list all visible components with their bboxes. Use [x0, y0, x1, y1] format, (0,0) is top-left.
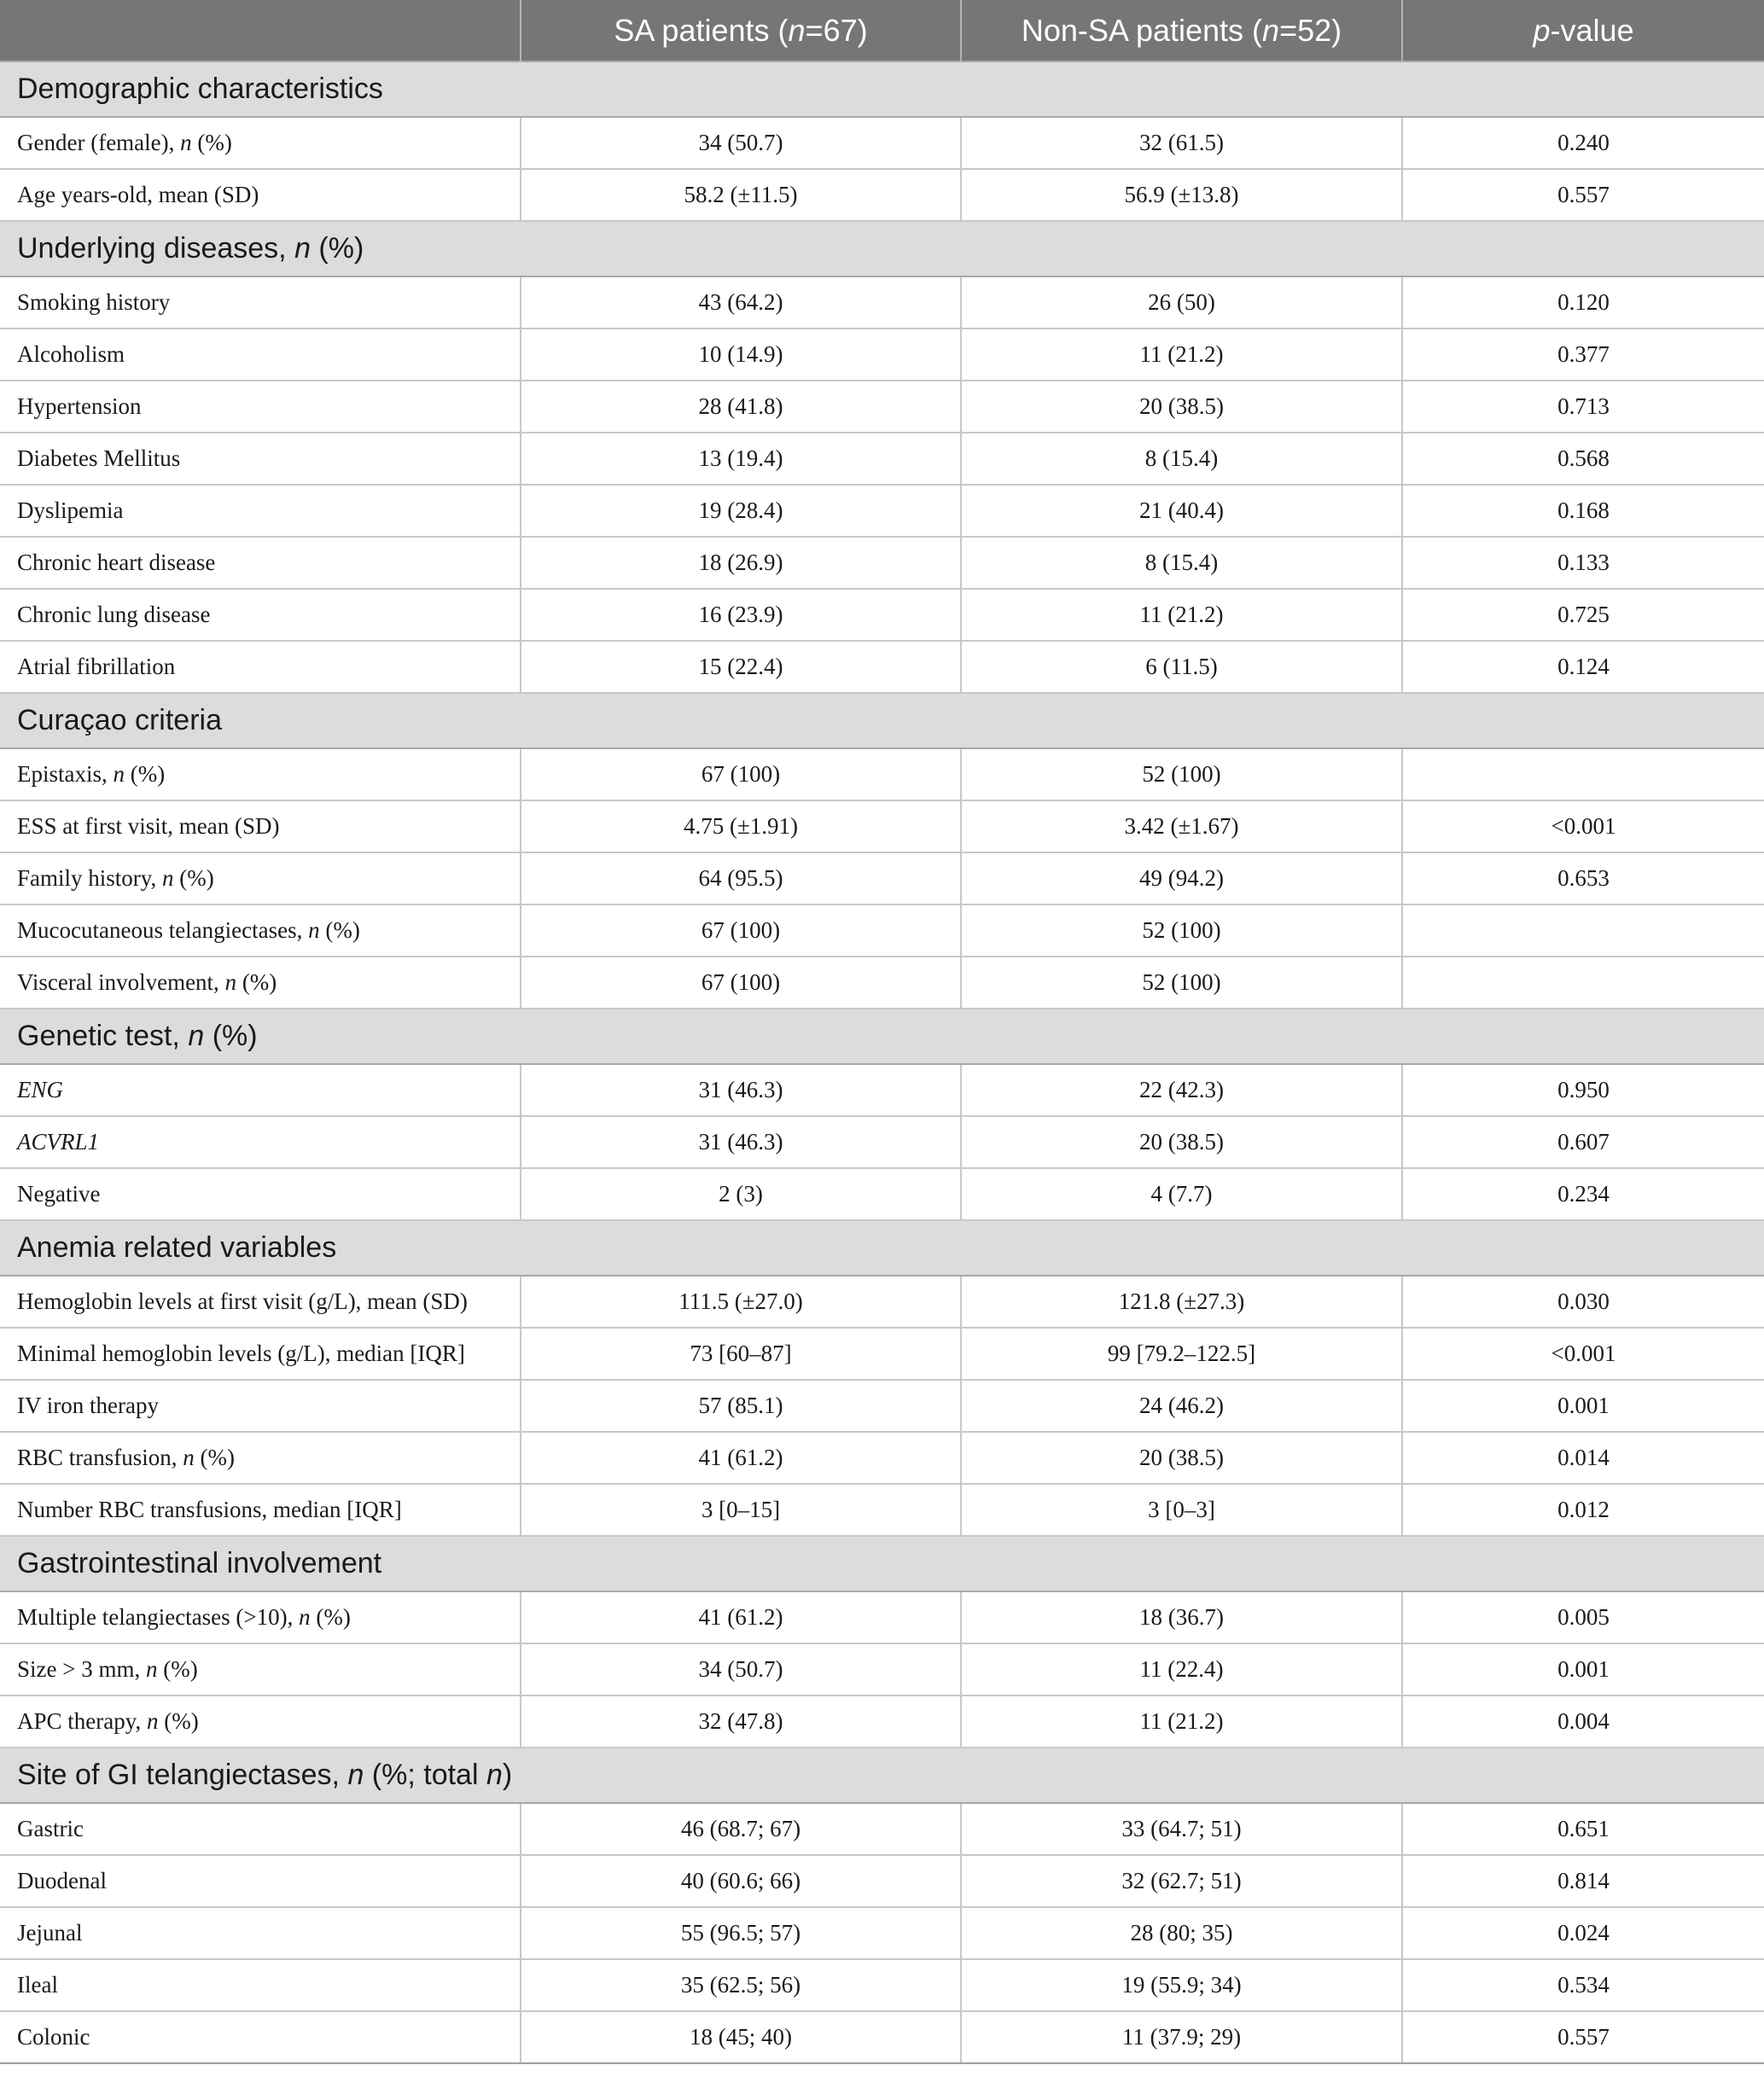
non-sa-patients-value: 121.8 (±27.3) [961, 1276, 1402, 1328]
p-value: <0.001 [1402, 800, 1764, 852]
row-label: Atrial fibrillation [0, 641, 521, 693]
sa-patients-value: 41 (61.2) [521, 1591, 961, 1643]
non-sa-patients-value: 99 [79.2–122.5] [961, 1328, 1402, 1380]
p-value: 0.124 [1402, 641, 1764, 693]
sa-patients-value: 28 (41.8) [521, 381, 961, 433]
row-label: Alcoholism [0, 329, 521, 381]
p-value [1402, 957, 1764, 1009]
row-label: Chronic heart disease [0, 537, 521, 589]
sa-patients-value: 31 (46.3) [521, 1116, 961, 1168]
p-value: 0.168 [1402, 485, 1764, 537]
row-label: Multiple telangiectases (>10), n (%) [0, 1591, 521, 1643]
row-label: Visceral involvement, n (%) [0, 957, 521, 1009]
table-row [0, 169, 1764, 221]
sa-patients-value: 58.2 (±11.5) [521, 169, 961, 221]
p-value: <0.001 [1402, 1328, 1764, 1380]
p-value: 0.557 [1402, 2011, 1764, 2063]
table-row [0, 381, 1764, 433]
sa-patients-value: 3 [0–15] [521, 1484, 961, 1536]
table-row [0, 1064, 1764, 1116]
table-row [0, 641, 1764, 693]
table-row [0, 800, 1764, 852]
sa-patients-value: 4.75 (±1.91) [521, 800, 961, 852]
section-header-row [0, 1748, 1764, 1803]
non-sa-patients-value: 8 (15.4) [961, 537, 1402, 589]
table-header [0, 0, 1764, 61]
table-row [0, 1803, 1764, 1855]
sa-patients-value: 43 (64.2) [521, 276, 961, 329]
p-value: 0.607 [1402, 1116, 1764, 1168]
table-row [0, 904, 1764, 957]
non-sa-patients-value: 21 (40.4) [961, 485, 1402, 537]
non-sa-patients-value: 8 (15.4) [961, 433, 1402, 485]
table-row [0, 1432, 1764, 1484]
sa-patients-value: 67 (100) [521, 904, 961, 957]
table-row [0, 589, 1764, 641]
table-row [0, 748, 1764, 800]
non-sa-patients-value: 11 (21.2) [961, 1695, 1402, 1748]
non-sa-patients-value: 3 [0–3] [961, 1484, 1402, 1536]
section-header-row [0, 1220, 1764, 1276]
row-label: IV iron therapy [0, 1380, 521, 1432]
row-label: Size > 3 mm, n (%) [0, 1643, 521, 1695]
row-label: Duodenal [0, 1855, 521, 1907]
section-title: Anemia related variables [0, 1220, 1764, 1276]
row-label: Hemoglobin levels at first visit (g/L), mean (SD) [0, 1276, 521, 1328]
non-sa-patients-value: 28 (80; 35) [961, 1907, 1402, 1959]
sa-patients-value: 13 (19.4) [521, 433, 961, 485]
table-row [0, 1591, 1764, 1643]
header-non-sa-patients: Non-SA patients (n=52) [961, 0, 1402, 61]
sa-patients-value: 35 (62.5; 56) [521, 1959, 961, 2011]
sa-patients-value: 67 (100) [521, 748, 961, 800]
sa-patients-value: 34 (50.7) [521, 1643, 961, 1695]
p-value: 0.012 [1402, 1484, 1764, 1536]
sa-patients-value: 32 (47.8) [521, 1695, 961, 1748]
section-title: Genetic test, n (%) [0, 1009, 1764, 1064]
header-empty-cell [0, 0, 521, 61]
p-value: 0.014 [1402, 1432, 1764, 1484]
p-value: 0.534 [1402, 1959, 1764, 2011]
non-sa-patients-value: 52 (100) [961, 748, 1402, 800]
row-label: Ileal [0, 1959, 521, 2011]
section-header-row [0, 61, 1764, 117]
table-row [0, 1116, 1764, 1168]
row-label: ESS at first visit, mean (SD) [0, 800, 521, 852]
non-sa-patients-value: 11 (21.2) [961, 329, 1402, 381]
row-label: APC therapy, n (%) [0, 1695, 521, 1748]
table-row [0, 1855, 1764, 1907]
table-row [0, 329, 1764, 381]
table-row [0, 537, 1764, 589]
row-label: Mucocutaneous telangiectases, n (%) [0, 904, 521, 957]
sa-patients-value: 16 (23.9) [521, 589, 961, 641]
p-value: 0.377 [1402, 329, 1764, 381]
non-sa-patients-value: 11 (22.4) [961, 1643, 1402, 1695]
non-sa-patients-value: 20 (38.5) [961, 381, 1402, 433]
non-sa-patients-value: 20 (38.5) [961, 1116, 1402, 1168]
table-row [0, 957, 1764, 1009]
sa-patients-value: 18 (26.9) [521, 537, 961, 589]
section-title: Demographic characteristics [0, 61, 1764, 117]
table-row [0, 117, 1764, 169]
non-sa-patients-value: 49 (94.2) [961, 852, 1402, 904]
p-value: 0.120 [1402, 276, 1764, 329]
row-label: ACVRL1 [0, 1116, 521, 1168]
sa-patients-value: 34 (50.7) [521, 117, 961, 169]
p-value [1402, 904, 1764, 957]
p-value: 0.001 [1402, 1643, 1764, 1695]
row-label: Dyslipemia [0, 485, 521, 537]
table-row [0, 1380, 1764, 1432]
table-row [0, 1276, 1764, 1328]
table-row [0, 1695, 1764, 1748]
p-value: 0.950 [1402, 1064, 1764, 1116]
row-label: Gastric [0, 1803, 521, 1855]
row-label: ENG [0, 1064, 521, 1116]
table-row [0, 1328, 1764, 1380]
row-label: Epistaxis, n (%) [0, 748, 521, 800]
sa-patients-value: 67 (100) [521, 957, 961, 1009]
p-value [1402, 748, 1764, 800]
row-label: Jejunal [0, 1907, 521, 1959]
non-sa-patients-value: 32 (62.7; 51) [961, 1855, 1402, 1907]
table-row [0, 1643, 1764, 1695]
table-row [0, 852, 1764, 904]
section-header-row [0, 693, 1764, 748]
p-value: 0.240 [1402, 117, 1764, 169]
sa-patients-value: 15 (22.4) [521, 641, 961, 693]
p-value: 0.234 [1402, 1168, 1764, 1220]
non-sa-patients-value: 3.42 (±1.67) [961, 800, 1402, 852]
non-sa-patients-value: 56.9 (±13.8) [961, 169, 1402, 221]
p-value: 0.651 [1402, 1803, 1764, 1855]
row-label: Chronic lung disease [0, 589, 521, 641]
row-label: Negative [0, 1168, 521, 1220]
row-label: Colonic [0, 2011, 521, 2063]
non-sa-patients-value: 22 (42.3) [961, 1064, 1402, 1116]
section-header-row [0, 1009, 1764, 1064]
section-title: Curaçao criteria [0, 693, 1764, 748]
table-body [0, 61, 1764, 2063]
non-sa-patients-value: 26 (50) [961, 276, 1402, 329]
row-label: Hypertension [0, 381, 521, 433]
header-p-value: p-value [1402, 0, 1764, 61]
row-label: Age years-old, mean (SD) [0, 169, 521, 221]
non-sa-patients-value: 24 (46.2) [961, 1380, 1402, 1432]
sa-patients-value: 2 (3) [521, 1168, 961, 1220]
section-title: Gastrointestinal involvement [0, 1536, 1764, 1591]
p-value: 0.001 [1402, 1380, 1764, 1432]
section-header-row [0, 1536, 1764, 1591]
p-value: 0.557 [1402, 169, 1764, 221]
sa-patients-value: 64 (95.5) [521, 852, 961, 904]
sa-patients-value: 31 (46.3) [521, 1064, 961, 1116]
row-label: RBC transfusion, n (%) [0, 1432, 521, 1484]
p-value: 0.004 [1402, 1695, 1764, 1748]
sa-patients-value: 73 [60–87] [521, 1328, 961, 1380]
sa-patients-value: 19 (28.4) [521, 485, 961, 537]
section-header-row [0, 221, 1764, 276]
sa-patients-value: 46 (68.7; 67) [521, 1803, 961, 1855]
non-sa-patients-value: 19 (55.9; 34) [961, 1959, 1402, 2011]
row-label: Family history, n (%) [0, 852, 521, 904]
sa-patients-value: 18 (45; 40) [521, 2011, 961, 2063]
table-row [0, 1907, 1764, 1959]
table-row [0, 1484, 1764, 1536]
table-row [0, 433, 1764, 485]
non-sa-patients-value: 18 (36.7) [961, 1591, 1402, 1643]
p-value: 0.133 [1402, 537, 1764, 589]
non-sa-patients-value: 52 (100) [961, 904, 1402, 957]
table-row [0, 276, 1764, 329]
non-sa-patients-value: 52 (100) [961, 957, 1402, 1009]
table-row [0, 1168, 1764, 1220]
non-sa-patients-value: 11 (21.2) [961, 589, 1402, 641]
non-sa-patients-value: 32 (61.5) [961, 117, 1402, 169]
row-label: Smoking history [0, 276, 521, 329]
row-label: Gender (female), n (%) [0, 117, 521, 169]
p-value: 0.030 [1402, 1276, 1764, 1328]
non-sa-patients-value: 4 (7.7) [961, 1168, 1402, 1220]
table-row [0, 2011, 1764, 2063]
section-title: Underlying diseases, n (%) [0, 221, 1764, 276]
header-sa-patients: SA patients (n=67) [521, 0, 961, 61]
non-sa-patients-value: 11 (37.9; 29) [961, 2011, 1402, 2063]
p-value: 0.725 [1402, 589, 1764, 641]
row-label: Diabetes Mellitus [0, 433, 521, 485]
sa-patients-value: 111.5 (±27.0) [521, 1276, 961, 1328]
sa-patients-value: 41 (61.2) [521, 1432, 961, 1484]
sa-patients-value: 10 (14.9) [521, 329, 961, 381]
p-value: 0.653 [1402, 852, 1764, 904]
sa-patients-value: 40 (60.6; 66) [521, 1855, 961, 1907]
sa-patients-value: 57 (85.1) [521, 1380, 961, 1432]
p-value: 0.568 [1402, 433, 1764, 485]
non-sa-patients-value: 20 (38.5) [961, 1432, 1402, 1484]
p-value: 0.005 [1402, 1591, 1764, 1643]
section-title: Site of GI telangiectases, n (%; total n) [0, 1748, 1764, 1803]
row-label: Minimal hemoglobin levels (g/L), median [IQR] [0, 1328, 521, 1380]
p-value: 0.814 [1402, 1855, 1764, 1907]
non-sa-patients-value: 6 (11.5) [961, 641, 1402, 693]
header-row [0, 0, 1764, 61]
table-row [0, 1959, 1764, 2011]
non-sa-patients-value: 33 (64.7; 51) [961, 1803, 1402, 1855]
table-row [0, 485, 1764, 537]
p-value: 0.713 [1402, 381, 1764, 433]
sa-patients-value: 55 (96.5; 57) [521, 1907, 961, 1959]
p-value: 0.024 [1402, 1907, 1764, 1959]
row-label: Number RBC transfusions, median [IQR] [0, 1484, 521, 1536]
